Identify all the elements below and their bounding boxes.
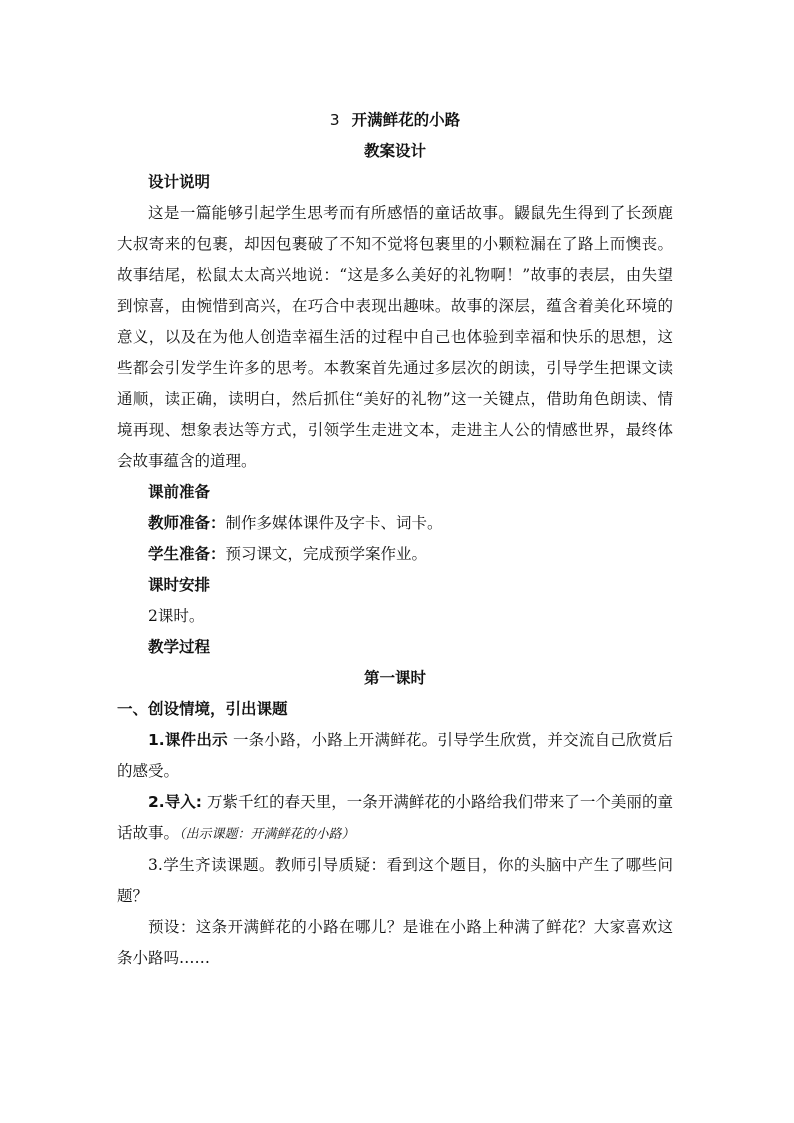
period-heading: 第一课时 bbox=[363, 669, 426, 687]
step-two-note: （出示课题：开满鲜花的小路） bbox=[179, 827, 355, 842]
student-preparation bbox=[117, 539, 673, 570]
step-two bbox=[117, 787, 673, 850]
schedule-text: 2课时。 bbox=[148, 607, 205, 625]
step-one-label: 1.课件出示 bbox=[148, 731, 228, 749]
schedule-heading: 课时安排 bbox=[148, 576, 211, 594]
lesson-title-text: 开满鲜花的小路 bbox=[351, 111, 461, 129]
lesson-title bbox=[117, 105, 673, 136]
preparation-heading: 课前准备 bbox=[148, 483, 211, 501]
teacher-preparation-label: 教师准备： bbox=[148, 514, 226, 532]
step-three-preset: 预设：这条开满鲜花的小路在哪儿？是谁在小路上种满了鲜花？大家喜欢这条小路吗…… bbox=[117, 918, 673, 967]
design-paragraph: 这是一篇能够引起学生思考而有所感悟的童话故事。鼹鼠先生得到了长颈鹿大叔寄来的包裹，却因包裹破了不知不觉将包裹里的小颗粒漏在了路上而懊丧。故事结尾，松鼠太太高兴地说：“这是多么美好的礼物啊！”故事的表层，由失望到惊喜，由惋惜到高兴，在巧合中表现出趣味。故事的深层，蕴含着美化环境的意义，以及在为他人创造幸福生活的过程中自己也体验到幸福和快乐的思想，这些都会引发学生许多的思考。本教案首先通过多层次的朗读，引导学生把课文读通顺，读正确，读明白，然后抓住“美好的礼物”这一关键点，借助角色朗读、情境再现、想象表达等方式，引领学生走进文本，走进主人公的情感世界，最终体会故事蕴含的道理。 bbox=[117, 204, 673, 470]
step-one bbox=[117, 725, 673, 787]
design-heading: 设计说明 bbox=[148, 173, 211, 191]
step-two-text: 万紫千红的春天里，一条开满鲜花的小路给我们带来了一个美丽的童话故事。 bbox=[117, 793, 673, 842]
process-heading: 教学过程 bbox=[148, 638, 211, 656]
lesson-number: 3 bbox=[329, 111, 340, 129]
section-one-heading: 一、创设情境，引出课题 bbox=[117, 700, 288, 718]
lesson-plan-body bbox=[117, 105, 673, 974]
student-preparation-label: 学生准备： bbox=[148, 545, 226, 563]
student-preparation-text: 预习课文，完成预学案作业。 bbox=[225, 545, 428, 563]
lesson-subtitle: 教案设计 bbox=[363, 142, 426, 160]
teacher-preparation-text: 制作多媒体课件及字卡、词卡。 bbox=[225, 514, 443, 532]
step-one-text: 一条小路，小路上开满鲜花。引导学生欣赏，并交流自己欣赏后的感受。 bbox=[117, 731, 673, 780]
step-three: 3.学生齐读课题。教师引导质疑：看到这个题目，你的头脑中产生了哪些问题？ bbox=[117, 856, 673, 905]
step-two-label: 2.导入: bbox=[148, 793, 202, 811]
teacher-preparation bbox=[117, 508, 673, 539]
